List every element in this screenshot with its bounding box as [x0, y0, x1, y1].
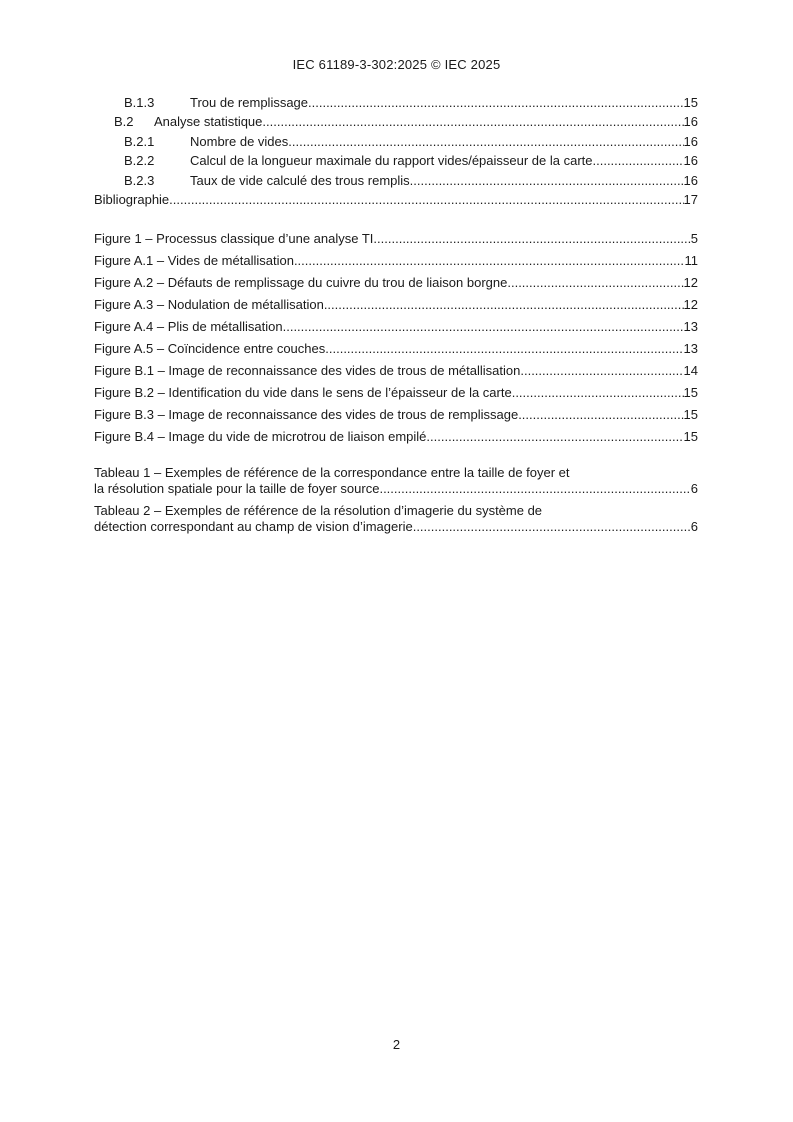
table-of-contents [94, 93, 698, 541]
toc-entry-bibliography[interactable] [94, 190, 698, 209]
toc-entry-title: Calcul de la longueur maximale du rapport vides/épaisseur de la carte [190, 153, 593, 169]
list-of-tables [94, 465, 698, 535]
dot-leader [325, 338, 683, 360]
toc-entry-number: B.2 [114, 114, 134, 130]
toc-entry[interactable] [94, 112, 698, 131]
figure-entry-page: 14 [683, 363, 698, 379]
figure-entry[interactable] [94, 338, 698, 360]
figure-entry[interactable] [94, 426, 698, 448]
figure-entry[interactable] [94, 316, 698, 338]
toc-entry[interactable] [94, 93, 698, 112]
dot-leader [379, 481, 690, 497]
toc-entry[interactable] [94, 151, 698, 170]
page-header: IEC 61189-3-302:2025 © IEC 2025 [292, 57, 501, 72]
figure-entry-title: Figure A.5 – Coïncidence entre couches [94, 341, 326, 357]
toc-entry-page: 15 [683, 95, 698, 110]
toc-entry-number: B.1.3 [124, 95, 155, 110]
figure-entry-title: Figure A.2 – Défauts de remplissage du cuivre du trou de liaison borgne [94, 275, 508, 291]
dot-leader [410, 171, 684, 190]
table-entry-title-line1: Tableau 2 – Exemples de référence de la résolution d’imagerie du système de [94, 503, 543, 519]
toc-entry-page: 16 [683, 114, 698, 130]
figure-entry-title: Figure A.1 – Vides de métallisation [94, 253, 294, 269]
figure-entry-title: Figure A.3 – Nodulation de métallisation [94, 297, 324, 313]
table-entry[interactable] [94, 503, 698, 535]
dot-leader [426, 426, 683, 448]
figure-entry-title: Figure B.4 – Image du vide de microtrou de liaison empilé [94, 429, 427, 445]
dot-leader [593, 151, 684, 170]
dot-leader [373, 228, 690, 250]
dot-leader [413, 519, 691, 535]
toc-entry[interactable] [94, 171, 698, 190]
figure-entry-title: Figure B.1 – Image de reconnaissance des vides de trous de métallisation [94, 363, 521, 379]
table-entry-title-line2: détection correspondant au champ de vision d’imagerie [94, 519, 413, 535]
figure-entry[interactable] [94, 228, 698, 250]
figure-entry[interactable] [94, 404, 698, 426]
toc-entry-title: Taux de vide calculé des trous remplis [190, 172, 410, 188]
figure-entry-title: Figure A.4 – Plis de métallisation [94, 319, 283, 335]
dot-leader [169, 190, 683, 209]
table-entry[interactable] [94, 465, 698, 497]
dot-leader [324, 294, 684, 316]
toc-entry-number: B.2.2 [124, 153, 155, 169]
list-of-figures [94, 228, 698, 448]
table-entry-title-line2: la résolution spatiale pour la taille de foyer source [94, 481, 380, 497]
dot-leader [283, 316, 684, 338]
toc-entry-page: 17 [683, 191, 698, 207]
dot-leader [518, 404, 683, 426]
toc-entry-title: Nombre de vides [190, 133, 289, 149]
page-number: 2 [392, 1037, 401, 1052]
figure-entry-page: 5 [690, 231, 698, 247]
figure-entry-page: 12 [683, 275, 698, 291]
figure-entry-page: 13 [683, 341, 698, 357]
toc-entry-page: 16 [683, 133, 698, 149]
figure-entry-page: 12 [683, 297, 698, 313]
figure-entry-page: 15 [683, 385, 698, 401]
table-entry-title-line1: Tableau 1 – Exemples de référence de la correspondance entre la taille de foyer et [94, 465, 570, 481]
figure-entry-title: Figure B.3 – Image de reconnaissance des vides de trous de remplissage [94, 407, 519, 423]
figure-entry-title: Figure 1 – Processus classique d’une analyse TI [94, 231, 374, 247]
dot-leader [512, 382, 684, 404]
toc-entry-number: B.2.3 [124, 172, 155, 188]
table-entry-page: 6 [690, 481, 698, 497]
figure-entry[interactable] [94, 250, 698, 272]
figure-entry[interactable] [94, 382, 698, 404]
dot-leader [507, 272, 683, 294]
toc-entry-title: Analyse statistique [154, 114, 263, 130]
figure-entry[interactable] [94, 272, 698, 294]
dot-leader [520, 360, 683, 382]
dot-leader [308, 93, 684, 112]
toc-entry-page: 16 [683, 153, 698, 169]
dot-leader [294, 250, 685, 272]
toc-entry-page: 16 [683, 172, 698, 188]
dot-leader [288, 132, 683, 151]
figure-entry[interactable] [94, 360, 698, 382]
figure-entry-page: 15 [683, 429, 698, 445]
toc-entry-title: Trou de remplissage [190, 95, 309, 110]
table-entry-page: 6 [690, 519, 698, 535]
figure-entry-title: Figure B.2 – Identification du vide dans le sens de l’épaisseur de la carte [94, 385, 512, 401]
figure-entry-page: 13 [683, 319, 698, 335]
toc-entry-number: B.2.1 [124, 133, 155, 149]
toc-entry-title: Bibliographie [94, 191, 170, 207]
figure-entry-page: 15 [683, 407, 698, 423]
figure-entry[interactable] [94, 294, 698, 316]
toc-entry[interactable] [94, 132, 698, 151]
figure-entry-page: 11 [684, 253, 698, 269]
dot-leader [262, 112, 683, 131]
